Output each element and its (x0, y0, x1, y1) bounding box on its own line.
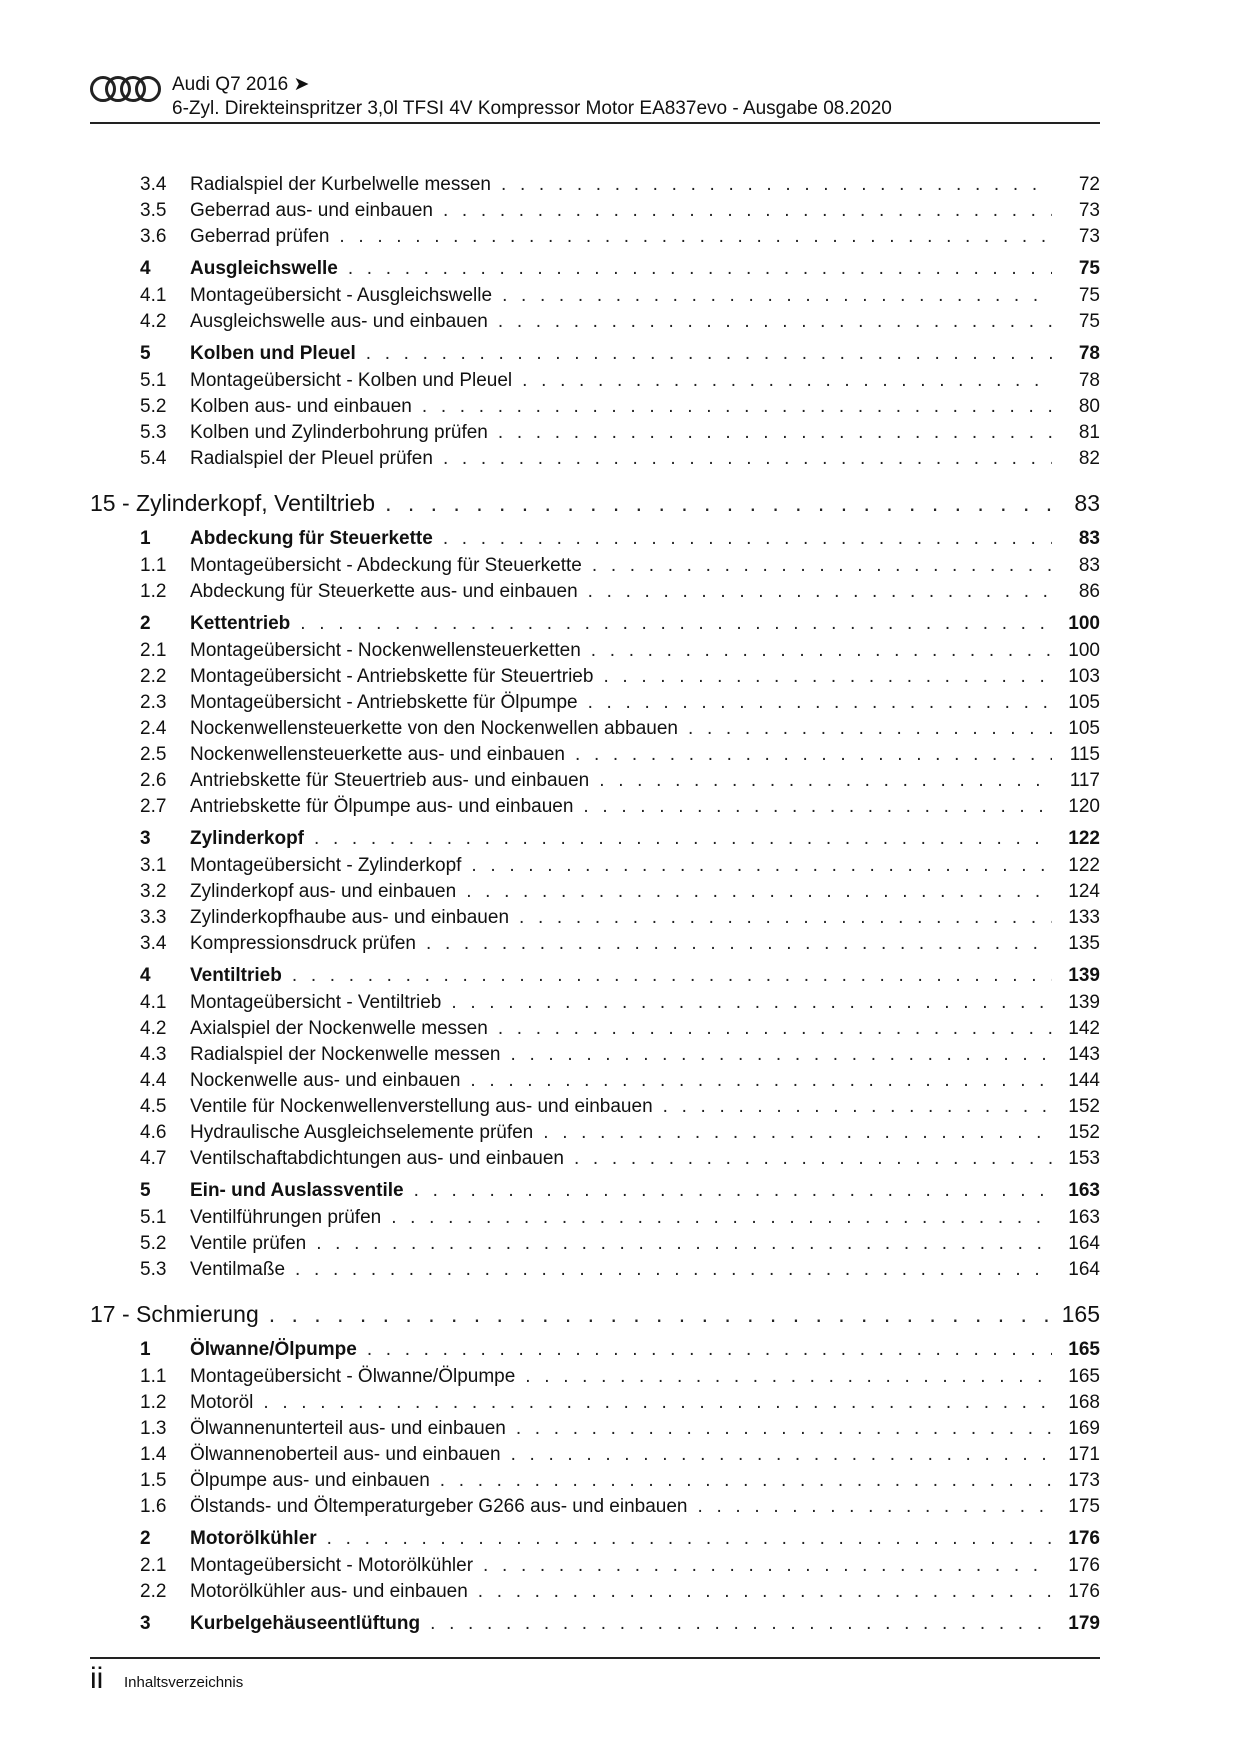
dot-leader (443, 448, 1052, 470)
dot-leader (543, 1122, 1052, 1144)
toc-sub-entry[interactable] (90, 553, 1100, 579)
toc-entry-title: Montageübersicht - Nockenwellensteuerketten (190, 640, 581, 661)
toc-entry-page: 73 (1078, 226, 1100, 247)
dot-leader (385, 490, 1052, 517)
toc-entry-page: 75 (1078, 285, 1100, 306)
toc-entry-page: 152 (1068, 1122, 1100, 1143)
toc-entry-title: Motorölkühler aus- und einbauen (190, 1581, 468, 1602)
toc-entry-page: 169 (1068, 1418, 1100, 1439)
dot-leader (599, 770, 1052, 792)
toc-sub-entry[interactable] (90, 931, 1100, 957)
dot-leader (478, 1581, 1052, 1603)
dot-leader (498, 1018, 1052, 1040)
toc-entry-number: 2 (140, 613, 151, 634)
toc-entry-title: Montageübersicht - Antriebskette für Steuertrieb (190, 666, 594, 687)
toc-entry-number: 3 (140, 828, 151, 849)
toc-section-entry[interactable] (90, 1525, 1100, 1553)
toc-sub-entry[interactable] (90, 1494, 1100, 1520)
toc-entry-title: Hydraulische Ausgleichselemente prüfen (190, 1122, 534, 1143)
toc-entry-number: 4.2 (140, 311, 167, 332)
toc-entry-title: Motoröl (190, 1392, 254, 1413)
toc-entry-page: 75 (1078, 311, 1100, 332)
toc-entry-title: 17 - Schmierung (90, 1300, 259, 1327)
toc-sub-entry[interactable] (90, 716, 1100, 742)
toc-entry-title: Abdeckung für Steuerkette (190, 528, 433, 549)
toc-entry-page: 124 (1068, 881, 1100, 902)
toc-entry-number: 5 (140, 1180, 151, 1201)
dot-leader (511, 1044, 1053, 1066)
toc-entry-page: 100 (1068, 640, 1100, 661)
toc-sub-entry[interactable] (90, 1068, 1100, 1094)
toc-entry-page: 83 (1074, 489, 1100, 516)
toc-entry-page: 165 (1068, 1366, 1100, 1387)
toc-entry-title: Ölwannenunterteil aus- und einbauen (190, 1418, 506, 1439)
toc-entry-number: 4.4 (140, 1070, 167, 1091)
toc-entry-title: Motorölkühler (190, 1528, 317, 1549)
dot-leader (316, 1233, 1052, 1255)
toc-entry-page: 179 (1068, 1613, 1100, 1634)
toc-section-entry[interactable] (90, 340, 1100, 368)
dot-leader (430, 1613, 1052, 1635)
toc-entry-title: Ein- und Auslassventile (190, 1180, 404, 1201)
toc-entry-number: 5.4 (140, 448, 167, 469)
toc-sub-entry[interactable] (90, 1042, 1100, 1068)
dot-leader (525, 1366, 1052, 1388)
toc-entry-number: 3.6 (140, 226, 167, 247)
toc-sub-entry[interactable] (90, 224, 1100, 250)
dot-leader (466, 881, 1052, 903)
dot-leader (588, 581, 1052, 603)
toc-entry-number: 4.2 (140, 1018, 167, 1039)
header-subtitle: 6-Zyl. Direkteinspritzer 3,0l TFSI 4V Kompressor Motor EA837evo - Ausgabe 08.2020 (172, 98, 892, 119)
toc-entry-title: Antriebskette für Ölpumpe aus- und einbauen (190, 796, 574, 817)
toc-entry-number: 2.5 (140, 744, 167, 765)
dot-leader (471, 855, 1052, 877)
toc-section-entry[interactable] (90, 525, 1100, 553)
toc-entry-number: 2.4 (140, 718, 167, 739)
toc-entry-title: 15 - Zylinderkopf, Ventiltrieb (90, 489, 376, 516)
dot-leader (498, 422, 1052, 444)
toc-sub-entry[interactable] (90, 198, 1100, 224)
toc-entry-page: 176 (1068, 1555, 1100, 1576)
toc-entry-page: 165 (1068, 1339, 1100, 1360)
dot-leader (519, 907, 1052, 929)
toc-entry-title: Montageübersicht - Ventiltrieb (190, 992, 442, 1013)
dot-leader (516, 1418, 1052, 1440)
toc-entry-page: 115 (1069, 744, 1100, 765)
dot-leader (522, 370, 1052, 392)
toc-entry-title: Ventile für Nockenwellenverstellung aus- und einbauen (190, 1096, 653, 1117)
toc-entry-title: Nockenwellensteuerkette aus- und einbauen (190, 744, 565, 765)
toc-sub-entry[interactable] (90, 879, 1100, 905)
toc-entry-page: 78 (1078, 343, 1100, 364)
toc-sub-entry[interactable] (90, 1120, 1100, 1146)
toc-entry-title: Montageübersicht - Abdeckung für Steuerkette (190, 555, 582, 576)
dot-leader (426, 933, 1052, 955)
dot-leader (327, 1528, 1052, 1550)
dot-leader (697, 1496, 1052, 1518)
toc-entry-page: 142 (1068, 1018, 1100, 1039)
dot-leader (591, 640, 1052, 662)
toc-entry-page: 144 (1068, 1070, 1100, 1091)
toc-entry-page: 80 (1078, 396, 1100, 417)
toc-entry-page: 83 (1078, 555, 1100, 576)
toc-entry-number: 3.5 (140, 200, 167, 221)
toc-chapter-entry[interactable] (90, 1297, 1100, 1331)
table-of-contents (90, 172, 1100, 1638)
toc-entry-number: 1.1 (140, 555, 167, 576)
toc-entry-number: 5.3 (140, 422, 167, 443)
toc-section-entry[interactable] (90, 255, 1100, 283)
dot-leader (314, 828, 1052, 850)
dot-leader (391, 1207, 1052, 1229)
toc-entry-page: 143 (1068, 1044, 1100, 1065)
toc-sub-entry[interactable] (90, 309, 1100, 335)
toc-sub-entry[interactable] (90, 1016, 1100, 1042)
toc-entry-page: 133 (1068, 907, 1100, 928)
footer-rule (90, 1657, 1100, 1659)
toc-entry-title: Abdeckung für Steuerkette aus- und einbauen (190, 581, 578, 602)
toc-sub-entry[interactable] (90, 446, 1100, 472)
toc-sub-entry[interactable] (90, 690, 1100, 716)
dot-leader (663, 1096, 1052, 1118)
toc-entry-number: 1 (140, 1339, 151, 1360)
toc-sub-entry[interactable] (90, 1416, 1100, 1442)
dot-leader (443, 528, 1052, 550)
toc-entry-page: 105 (1068, 692, 1100, 713)
dot-leader (575, 744, 1052, 766)
toc-section-entry[interactable] (90, 1177, 1100, 1205)
toc-entry-page: 103 (1068, 666, 1100, 687)
toc-entry-number: 5.1 (140, 1207, 167, 1228)
dot-leader (511, 1444, 1052, 1466)
toc-entry-number: 2.1 (140, 1555, 167, 1576)
toc-entry-number: 2.2 (140, 1581, 167, 1602)
toc-entry-number: 3.3 (140, 907, 167, 928)
toc-entry-number: 5.3 (140, 1259, 167, 1280)
dot-leader (300, 613, 1052, 635)
toc-entry-number: 1.6 (140, 1496, 167, 1517)
toc-sub-entry[interactable] (90, 394, 1100, 420)
dot-leader (688, 718, 1052, 740)
toc-entry-number: 2.6 (140, 770, 167, 791)
footer-label: Inhaltsverzeichnis (124, 1674, 244, 1691)
toc-sub-entry[interactable] (90, 1094, 1100, 1120)
toc-entry-number: 2 (140, 1528, 151, 1549)
audi-rings-logo (90, 76, 164, 100)
toc-entry-page: 152 (1068, 1096, 1100, 1117)
toc-entry-page: 176 (1068, 1528, 1100, 1549)
dot-leader (588, 692, 1052, 714)
toc-entry-page: 139 (1068, 992, 1100, 1013)
toc-entry-title: Ölwanne/Ölpumpe (190, 1339, 357, 1360)
toc-entry-number: 4.1 (140, 992, 167, 1013)
dot-leader (470, 1070, 1052, 1092)
toc-entry-number: 4.6 (140, 1122, 167, 1143)
toc-entry-number: 2.1 (140, 640, 167, 661)
toc-sub-entry[interactable] (90, 1146, 1100, 1172)
toc-entry-page: 117 (1069, 770, 1100, 791)
toc-entry-page: 83 (1078, 528, 1100, 549)
dot-leader (269, 1301, 1052, 1328)
toc-entry-number: 2.3 (140, 692, 167, 713)
toc-entry-number: 4.5 (140, 1096, 167, 1117)
toc-sub-entry[interactable] (90, 1553, 1100, 1579)
toc-entry-number: 1.2 (140, 581, 167, 602)
toc-entry-page: 168 (1068, 1392, 1100, 1413)
dot-leader (501, 174, 1052, 196)
toc-entry-number: 1.2 (140, 1392, 167, 1413)
toc-sub-entry[interactable] (90, 990, 1100, 1016)
toc-entry-page: 120 (1068, 796, 1100, 817)
dot-leader (592, 555, 1052, 577)
toc-entry-page: 163 (1068, 1180, 1100, 1201)
toc-entry-number: 1.3 (140, 1418, 167, 1439)
dot-leader (440, 1470, 1052, 1492)
toc-sub-entry[interactable] (90, 768, 1100, 794)
toc-entry-title: Ventile prüfen (190, 1233, 307, 1254)
toc-entry-number: 5.2 (140, 1233, 167, 1254)
toc-entry-page: 122 (1068, 855, 1100, 876)
toc-sub-entry[interactable] (90, 1231, 1100, 1257)
toc-chapter-entry[interactable] (90, 486, 1100, 520)
toc-entry-title: Kolben und Zylinderbohrung prüfen (190, 422, 488, 443)
toc-entry-title: Nockenwellensteuerkette von den Nockenwellen abbauen (190, 718, 678, 739)
toc-sub-entry[interactable] (90, 664, 1100, 690)
toc-entry-page: 176 (1068, 1581, 1100, 1602)
dot-leader (339, 226, 1052, 248)
toc-entry-page: 86 (1078, 581, 1100, 602)
toc-entry-title: Ölstands- und Öltemperaturgeber G266 aus- und einbauen (190, 1496, 688, 1517)
dot-leader (502, 285, 1052, 307)
toc-entry-page: 175 (1068, 1496, 1100, 1517)
toc-entry-title: Ausgleichswelle aus- und einbauen (190, 311, 488, 332)
toc-entry-title: Zylinderkopfhaube aus- und einbauen (190, 907, 510, 928)
toc-entry-title: Ausgleichswelle (190, 258, 338, 279)
toc-entry-number: 2.2 (140, 666, 167, 687)
toc-sub-entry[interactable] (90, 1442, 1100, 1468)
dot-leader (366, 343, 1052, 365)
header-rule (90, 122, 1100, 124)
toc-entry-page: 164 (1068, 1233, 1100, 1254)
dot-leader (295, 1259, 1052, 1281)
toc-entry-page: 122 (1068, 828, 1100, 849)
toc-sub-entry[interactable] (90, 1257, 1100, 1283)
toc-section-entry[interactable] (90, 1610, 1100, 1638)
toc-entry-title: Nockenwelle aus- und einbauen (190, 1070, 461, 1091)
toc-entry-title: Radialspiel der Nockenwelle messen (190, 1044, 501, 1065)
toc-entry-number: 5.2 (140, 396, 167, 417)
toc-entry-number: 4.1 (140, 285, 167, 306)
toc-entry-title: Montageübersicht - Ölwanne/Ölpumpe (190, 1366, 516, 1387)
toc-entry-page: 81 (1078, 422, 1100, 443)
toc-entry-number: 5 (140, 343, 151, 364)
dot-leader (498, 311, 1052, 333)
toc-entry-title: Montageübersicht - Zylinderkopf (190, 855, 462, 876)
toc-entry-title: Axialspiel der Nockenwelle messen (190, 1018, 488, 1039)
toc-sub-entry[interactable] (90, 420, 1100, 446)
toc-entry-number: 3.4 (140, 174, 167, 195)
toc-sub-entry[interactable] (90, 1364, 1100, 1390)
dot-leader (422, 396, 1052, 418)
toc-entry-page: 139 (1068, 965, 1100, 986)
dot-leader (574, 1148, 1052, 1170)
toc-entry-page: 78 (1078, 370, 1100, 391)
toc-entry-title: Montageübersicht - Motorölkühler (190, 1555, 474, 1576)
toc-entry-number: 5.1 (140, 370, 167, 391)
toc-entry-title: Radialspiel der Kurbelwelle messen (190, 174, 491, 195)
toc-entry-number: 3 (140, 1613, 151, 1634)
footer-page-number: ii (90, 1662, 104, 1695)
toc-entry-title: Kurbelgehäuseentlüftung (190, 1613, 421, 1634)
toc-sub-entry[interactable] (90, 853, 1100, 879)
toc-entry-title: Montageübersicht - Ausgleichswelle (190, 285, 493, 306)
toc-entry-number: 1 (140, 528, 151, 549)
toc-sub-entry[interactable] (90, 742, 1100, 768)
toc-sub-entry[interactable] (90, 283, 1100, 309)
toc-entry-number: 3.1 (140, 855, 167, 876)
dot-leader (414, 1180, 1052, 1202)
toc-entry-number: 1.1 (140, 1366, 167, 1387)
toc-sub-entry[interactable] (90, 368, 1100, 394)
header-model: Audi Q7 2016 ➤ (172, 74, 310, 95)
dot-leader (292, 965, 1052, 987)
toc-entry-page: 173 (1068, 1470, 1100, 1491)
dot-leader (443, 200, 1052, 222)
toc-section-entry[interactable] (90, 1336, 1100, 1364)
dot-leader (603, 666, 1052, 688)
toc-entry-title: Zylinderkopf (190, 828, 305, 849)
toc-section-entry[interactable] (90, 962, 1100, 990)
toc-sub-entry[interactable] (90, 579, 1100, 605)
toc-sub-entry[interactable] (90, 794, 1100, 820)
toc-entry-page: 72 (1078, 174, 1100, 195)
toc-sub-entry[interactable] (90, 1205, 1100, 1231)
toc-section-entry[interactable] (90, 610, 1100, 638)
toc-entry-number: 2.7 (140, 796, 167, 817)
toc-sub-entry[interactable] (90, 638, 1100, 664)
toc-entry-title: Ventilmaße (190, 1259, 286, 1280)
toc-entry-page: 171 (1068, 1444, 1100, 1465)
toc-entry-number: 4.3 (140, 1044, 167, 1065)
toc-entry-title: Montageübersicht - Antriebskette für Ölpumpe (190, 692, 578, 713)
toc-entry-page: 82 (1078, 448, 1100, 469)
toc-entry-number: 1.4 (140, 1444, 167, 1465)
toc-entry-title: Ventiltrieb (190, 965, 282, 986)
toc-entry-title: Ventilführungen prüfen (190, 1207, 382, 1228)
toc-entry-page: 135 (1068, 933, 1100, 954)
toc-entry-number: 4.7 (140, 1148, 167, 1169)
toc-sub-entry[interactable] (90, 905, 1100, 931)
toc-entry-title: Kolben aus- und einbauen (190, 396, 412, 417)
toc-entry-title: Kolben und Pleuel (190, 343, 356, 364)
dot-leader (483, 1555, 1052, 1577)
toc-entry-page: 164 (1068, 1259, 1100, 1280)
toc-entry-title: Kettentrieb (190, 613, 291, 634)
toc-entry-title: Geberrad prüfen (190, 226, 330, 247)
toc-entry-number: 4 (140, 965, 151, 986)
toc-entry-page: 75 (1078, 258, 1100, 279)
dot-leader (583, 796, 1052, 818)
toc-entry-number: 4 (140, 258, 151, 279)
toc-entry-title: Ventilschaftabdichtungen aus- und einbauen (190, 1148, 564, 1169)
toc-sub-entry[interactable] (90, 1579, 1100, 1605)
dot-leader (348, 258, 1052, 280)
toc-entry-number: 3.4 (140, 933, 167, 954)
toc-entry-page: 165 (1061, 1300, 1100, 1327)
toc-section-entry[interactable] (90, 825, 1100, 853)
dot-leader (451, 992, 1052, 1014)
toc-entry-number: 1.5 (140, 1470, 167, 1491)
toc-entry-page: 163 (1068, 1207, 1100, 1228)
toc-entry-title: Geberrad aus- und einbauen (190, 200, 433, 221)
toc-entry-title: Ölpumpe aus- und einbauen (190, 1470, 430, 1491)
toc-sub-entry[interactable] (90, 172, 1100, 198)
toc-entry-number: 3.2 (140, 881, 167, 902)
toc-entry-page: 105 (1068, 718, 1100, 739)
toc-sub-entry[interactable] (90, 1468, 1100, 1494)
toc-entry-page: 73 (1078, 200, 1100, 221)
toc-entry-title: Zylinderkopf aus- und einbauen (190, 881, 457, 902)
toc-entry-title: Antriebskette für Steuertrieb aus- und einbauen (190, 770, 590, 791)
dot-leader (263, 1392, 1052, 1414)
toc-entry-page: 100 (1068, 613, 1100, 634)
toc-entry-title: Kompressionsdruck prüfen (190, 933, 416, 954)
toc-entry-page: 153 (1068, 1148, 1100, 1169)
toc-entry-title: Montageübersicht - Kolben und Pleuel (190, 370, 513, 391)
toc-sub-entry[interactable] (90, 1390, 1100, 1416)
dot-leader (367, 1339, 1052, 1361)
toc-entry-title: Ölwannenoberteil aus- und einbauen (190, 1444, 501, 1465)
toc-entry-title: Radialspiel der Pleuel prüfen (190, 448, 433, 469)
